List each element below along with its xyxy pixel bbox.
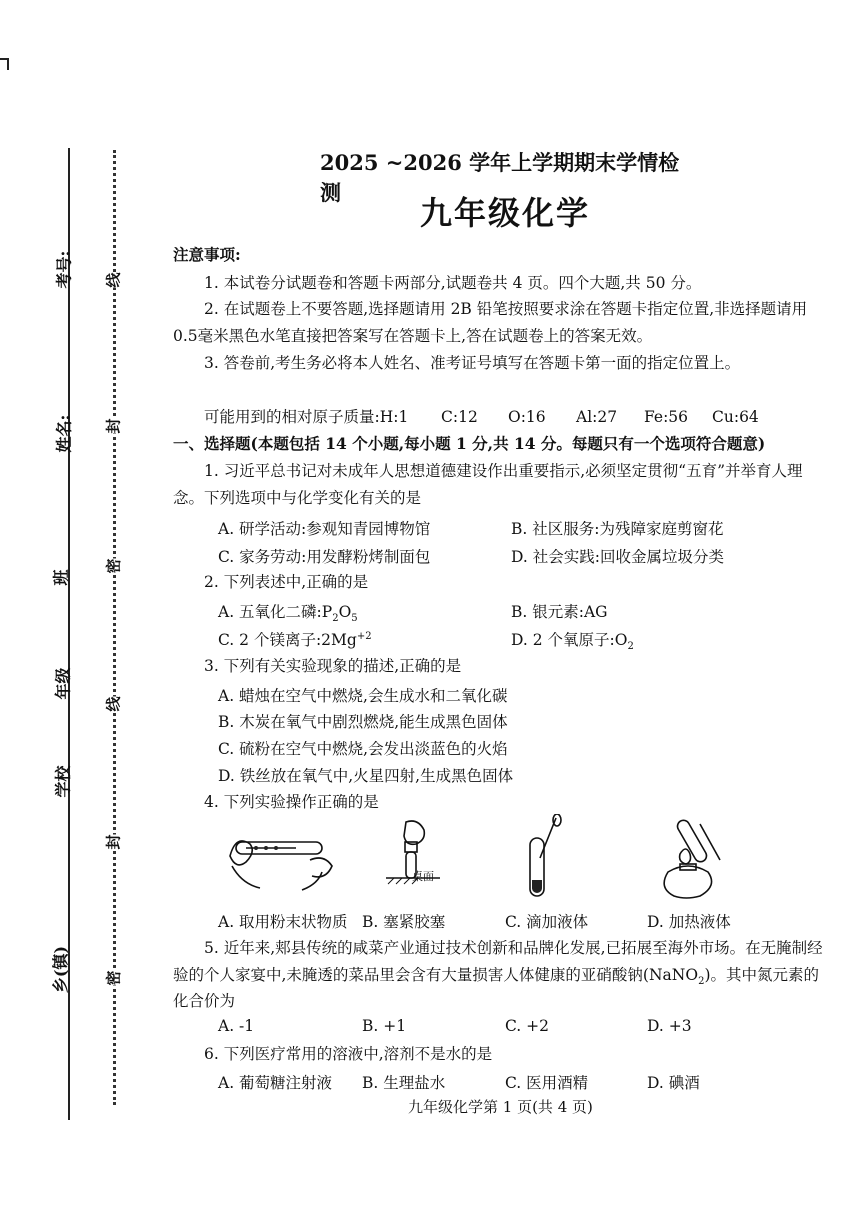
class-label: 班: [51, 569, 71, 586]
q1-option-d: D. 社会实践:回收金属垃圾分类: [511, 548, 724, 566]
q6-option-b: B. 生理盐水: [362, 1074, 446, 1092]
q6-stem: 6. 下列医疗常用的溶液中,溶剂不是水的是: [204, 1045, 493, 1063]
q5-option-c: C. +2: [505, 1017, 550, 1035]
q2-option-a: A. 五氧化二磷$:P_2O_5$: [218, 603, 358, 625]
notice-item-2a: 2. 在试题卷上不要答题,选择题请用 2B 铅笔按照要求涂在答题卡指定位置,非选择题请用: [204, 300, 808, 318]
q3-option-b: B. 木炭在氧气中剧烈燃烧,能生成黑色固体: [218, 713, 508, 731]
notice-item-2b: 0.5毫米黑色水笔直接把答案写在答题卡上,答在试题卷上的答案无效。: [173, 327, 653, 345]
notice-heading: 注意事项:: [173, 245, 241, 264]
q5-stem-b: 验的个人家宴中,未腌透的菜品里会含有大量损害人体健康的亚硝酸钠(NaNO$_2$)。其中氮元素的: [173, 966, 819, 988]
name-label: 姓名:: [54, 414, 74, 453]
section1-heading: 一、选择题(本题包括 14 个小题,每小题 1 分,共 14 分。每题只有一个选项符合题意): [173, 434, 766, 453]
q1-stem-b: 念。下列选项中与化学变化有关的是: [173, 489, 422, 507]
q3-stem: 3. 下列有关实验现象的描述,正确的是: [204, 657, 462, 675]
figure-a-powder-transfer: [226, 826, 336, 894]
q6-option-c: C. 医用酒精: [505, 1074, 589, 1092]
atomic-mass-label: 可能用到的相对原子质量:H:1: [204, 408, 409, 426]
q3-option-c: C. 硫粉在空气中燃烧,会发出淡蓝色的火焰: [218, 740, 508, 758]
seal-char-line-1: 线: [104, 272, 123, 288]
q1-option-a: A. 研学活动:参观知青园博物馆: [218, 520, 431, 538]
q2-option-b: B. 银元素:AG: [511, 603, 608, 621]
q5-stem-a: 5. 近年来,郏县传统的咸菜产业通过技术创新和品牌化发展,已拓展至海外市场。在无腌制经: [204, 939, 823, 957]
q5-option-d: D. +3: [647, 1017, 692, 1035]
figure-b-table-label: 桌面: [412, 870, 434, 883]
q3-option-d: D. 铁丝放在氧气中,火星四射,生成黑色固体: [218, 767, 514, 785]
q5-option-a: A. -1: [218, 1017, 255, 1035]
seal-char-line-2: 线: [104, 696, 123, 712]
seal-dotted-line: [113, 150, 116, 1105]
q2-stem: 2. 下列表述中,正确的是: [204, 573, 369, 591]
q2-option-d: D. 2 个氧原子$:O_2$: [511, 631, 634, 653]
q6-option-a: A. 葡萄糖注射液: [218, 1074, 333, 1092]
q5-stem-c: 化合价为: [173, 992, 236, 1010]
q1-option-c: C. 家务劳动:用发酵粉烤制面包: [218, 548, 431, 566]
seal-char-secret-1: 密: [104, 558, 123, 574]
notice-item-3: 3. 答卷前,考生务必将本人姓名、准考证号填写在答题卡第一面的指定位置上。: [204, 354, 741, 372]
atomic-mass-c: C:12: [441, 408, 478, 426]
seal-char-seal-1: 封: [104, 418, 123, 434]
town-label: 乡(镇): [51, 945, 71, 994]
notice-item-1: 1. 本试卷分试题卷和答题卡两部分,试题卷共 4 页。四个大题,共 50 分。: [204, 274, 702, 292]
seal-char-secret-2: 密: [104, 970, 123, 986]
school-label: 学校: [53, 765, 73, 798]
grade-label: 年级: [53, 667, 73, 700]
q4-stem: 4. 下列实验操作正确的是: [204, 793, 379, 811]
q6-option-d: D. 碘酒: [647, 1074, 700, 1092]
exam-number-label: 考号:: [54, 250, 74, 289]
atomic-mass-al: Al:27: [576, 408, 618, 426]
q2-option-c: C. 2 个镁离子$:2Mg^{+2}$: [218, 630, 372, 649]
figure-d-heating: [650, 814, 730, 902]
exam-title: 九年级化学: [420, 194, 591, 232]
q4-option-d: D. 加热液体: [647, 913, 731, 931]
q1-option-b: B. 社区服务:为残障家庭剪窗花: [511, 520, 724, 538]
atomic-mass-fe: Fe:56: [644, 408, 689, 426]
q4-option-c: C. 滴加液体: [505, 913, 589, 931]
seal-char-seal-2: 封: [104, 834, 123, 850]
atomic-mass-o: O:16: [508, 408, 546, 426]
figure-c-dropper: [520, 814, 570, 900]
q4-option-a: A. 取用粉末状物质: [218, 913, 348, 931]
q3-option-a: A. 蜡烛在空气中燃烧,会生成水和二氧化碳: [218, 687, 508, 705]
q4-option-b: B. 塞紧胶塞: [362, 913, 446, 931]
corner-mark: [0, 58, 9, 70]
page-footer: 九年级化学第 1 页(共 4 页): [408, 1098, 593, 1116]
atomic-mass-cu: Cu:64: [712, 408, 759, 426]
q1-stem-a: 1. 习近平总书记对未成年人思想道德建设作出重要指示,必须坚定贯彻“五育”并举育人理: [204, 462, 803, 480]
q5-option-b: B. +1: [362, 1017, 407, 1035]
exam-subtitle: 2025 ~2026 学年上学期期末学情检测: [320, 150, 680, 205]
